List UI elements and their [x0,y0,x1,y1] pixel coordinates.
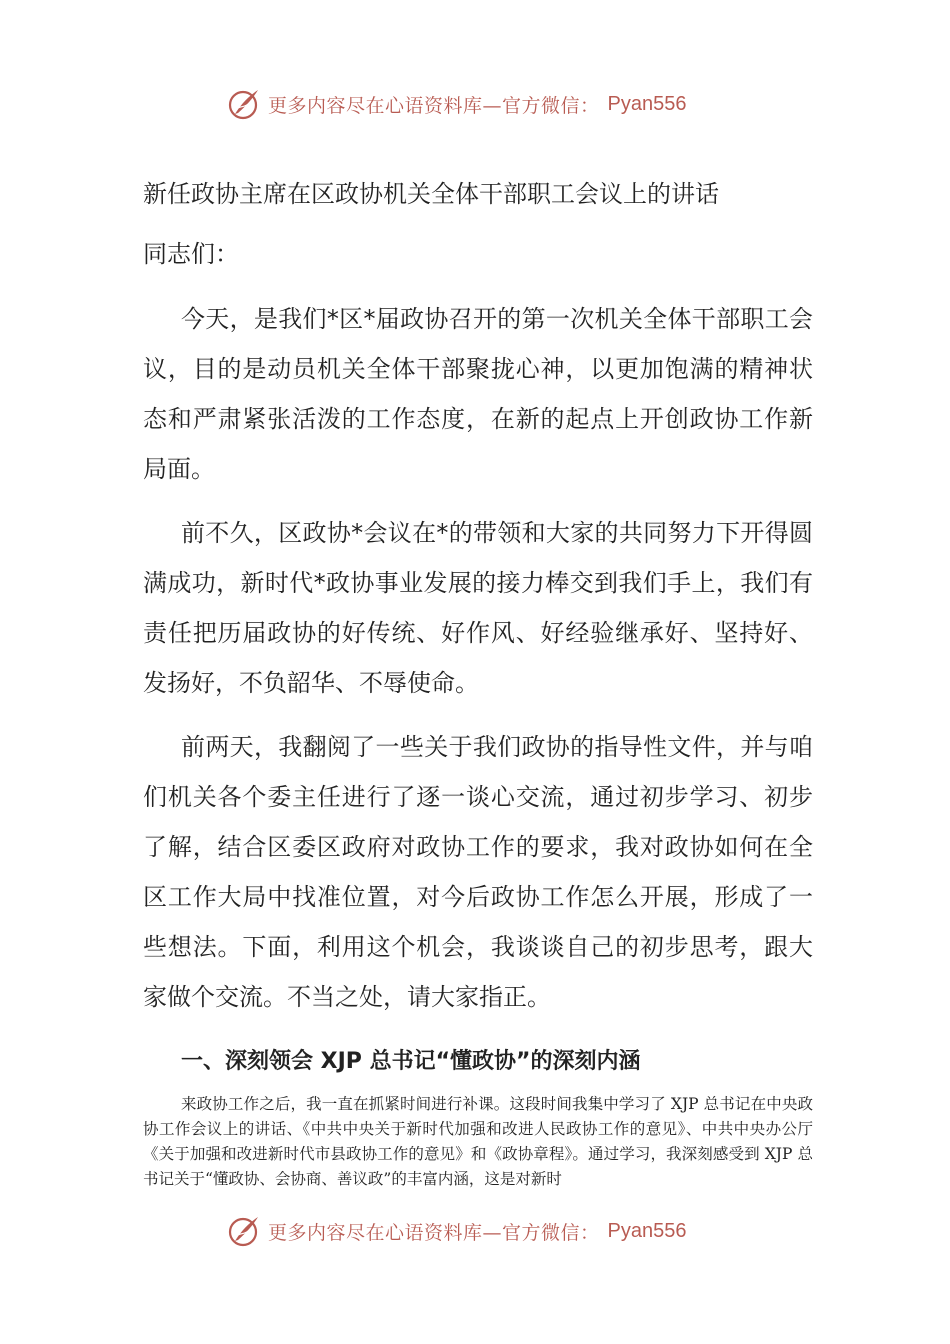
watermark-text: 更多内容尽在心语资料库—官方微信： [268,1221,600,1244]
document-title: 新任政协主席在区政协机关全体干部职工会议上的讲话 [143,180,719,208]
section-heading-1: 一、深刻领会 XJP 总书记“懂政协”的深刻内涵 [181,1049,641,1074]
quill-logo-icon [226,86,262,122]
salutation: 同志们： [143,240,239,268]
quill-logo-icon [226,1213,262,1249]
section-paragraph: 来政协工作之后，我一直在抓紧时间进行补课。这段时间我集中学习了 XJP 总书记在中央政协工作会议上的讲话、《中共中央关于新时代加强和改进人民政协工作的意见》、中共中央办公厅《关于加强和改进新时代市县政协工作的意见》和《政协章程》。通过学习，我深刻感受到 XJP 总书记关于“懂政协、会协商、善议政”的丰富内涵，这是对新时 [143,1095,813,1188]
watermark-header [226,84,686,124]
paragraph-3: 前两天，我翻阅了一些关于我们政协的指导性文件，并与咱们机关各个委主任进行了逐一谈心交流，通过初步学习、初步了解，结合区委区政府对政协工作的要求，我对政协如何在全区工作大局中找准位置，对今后政协工作怎么开展，形成了一些想法。下面，利用这个机会，我谈谈自己的初步思考，跟大家做个交流。不当之处，请大家指正。 [143,733,813,1011]
watermark-wechat-id: Pyan556 [607,1219,687,1242]
paragraph-1: 今天，是我们*区*届政协召开的第一次机关全体干部职工会议，目的是动员机关全体干部聚拢心神，以更加饱满的精神状态和严肃紧张活泼的工作态度，在新的起点上开创政协工作新局面。 [143,305,813,483]
watermark-wechat-id: Pyan556 [607,92,687,115]
document-body [143,172,813,1192]
paragraph-2: 前不久，区政协*会议在*的带领和大家的共同努力下开得圆满成功，新时代*政协事业发展的接力棒交到我们手上，我们有责任把历届政协的好传统、好作风、好经验继承好、坚持好、发扬好，不负韶华、不辱使命。 [143,519,813,697]
watermark-text: 更多内容尽在心语资料库—官方微信： [268,94,600,117]
watermark-footer [226,1211,686,1251]
